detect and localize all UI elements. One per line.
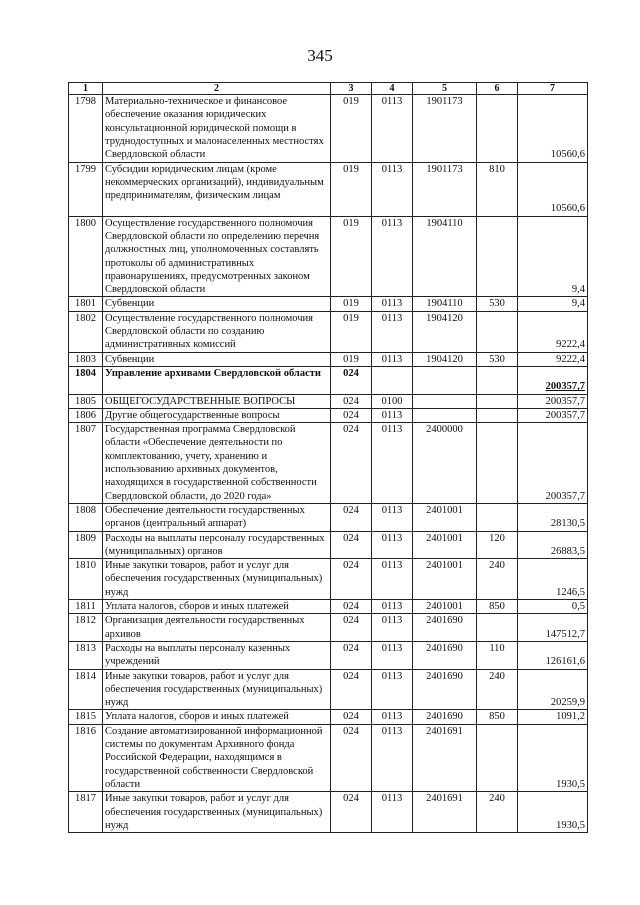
row-section-code: 0100 [372,394,413,408]
row-target-code: 1904120 [413,352,477,366]
row-name: Материально-техническое и финансовое обеспечение оказания юридических консультационной юридической помощи в труднодоступных и малонаселенных местностях Свердловской области [103,95,331,163]
row-name: Государственная программа Свердловской области «Обеспечение деятельности по комплектованию, учету, хранению и использованию архивных документов, находящихся в государственной собственности Свердловской области, до 2020 года» [103,423,331,504]
row-amount: 1246,5 [518,559,588,600]
row-expense-type [477,216,518,297]
row-expense-type: 240 [477,792,518,833]
row-name: Организация деятельности государственных архивов [103,614,331,642]
row-name: Расходы на выплаты персоналу казенных учреждений [103,641,331,669]
row-target-code: 2401001 [413,503,477,531]
row-name: Расходы на выплаты персоналу государственных (муниципальных) органов [103,531,331,559]
table-row [69,531,588,559]
row-target-code [413,408,477,422]
column-header: 7 [518,83,588,95]
row-section-code: 0113 [372,162,413,216]
column-header: 5 [413,83,477,95]
table-row [69,724,588,792]
table-row [69,408,588,422]
row-section-code: 0113 [372,423,413,504]
row-number: 1806 [69,408,103,422]
row-amount: 26883,5 [518,531,588,559]
table-row [69,311,588,352]
row-name: Осуществление государственного полномочия Свердловской области по созданию административных комиссий [103,311,331,352]
row-ministry-code: 024 [331,408,372,422]
row-name: Субсидии юридическим лицам (кроме некоммерческих организаций), индивидуальным предпринимателям, физическим лицам [103,162,331,216]
row-number: 1808 [69,503,103,531]
row-name: Создание автоматизированной информационной системы по документам Архивного фонда Российской Федерации, находящимся в государственной собственности Свердловской области [103,724,331,792]
column-header: 2 [103,83,331,95]
row-target-code [413,394,477,408]
row-expense-type: 850 [477,600,518,614]
row-amount: 1091,2 [518,710,588,724]
row-amount: 147512,7 [518,614,588,642]
row-ministry-code: 024 [331,641,372,669]
row-ministry-code: 024 [331,600,372,614]
row-section-code: 0113 [372,297,413,311]
row-ministry-code: 024 [331,531,372,559]
row-amount: 126161,6 [518,641,588,669]
row-expense-type [477,503,518,531]
row-ministry-code: 019 [331,95,372,163]
row-target-code: 2401690 [413,614,477,642]
table-row [69,600,588,614]
row-section-code: 0113 [372,710,413,724]
row-name: Уплата налогов, сборов и иных платежей [103,710,331,724]
row-name: Иные закупки товаров, работ и услуг для обеспечения государственных (муниципальных) нужд [103,669,331,710]
table-row [69,669,588,710]
row-amount: 9222,4 [518,352,588,366]
row-section-code: 0113 [372,792,413,833]
table-row [69,297,588,311]
row-number: 1798 [69,95,103,163]
column-header: 6 [477,83,518,95]
row-name: ОБЩЕГОСУДАРСТВЕННЫЕ ВОПРОСЫ [103,394,331,408]
row-expense-type: 530 [477,352,518,366]
row-target-code: 1901173 [413,162,477,216]
row-amount: 10560,6 [518,162,588,216]
table-row [69,641,588,669]
row-section-code: 0113 [372,503,413,531]
row-number: 1812 [69,614,103,642]
table-row [69,95,588,163]
table-row [69,792,588,833]
row-number: 1815 [69,710,103,724]
row-ministry-code: 024 [331,724,372,792]
row-expense-type [477,423,518,504]
row-expense-type: 110 [477,641,518,669]
row-number: 1800 [69,216,103,297]
row-ministry-code: 019 [331,311,372,352]
row-name: Другие общегосударственные вопросы [103,408,331,422]
row-name: Уплата налогов, сборов и иных платежей [103,600,331,614]
row-amount: 200357,7 [518,423,588,504]
row-ministry-code: 019 [331,297,372,311]
row-ministry-code: 024 [331,669,372,710]
row-section-code: 0113 [372,408,413,422]
row-number: 1802 [69,311,103,352]
row-expense-type: 530 [477,297,518,311]
row-ministry-code: 024 [331,559,372,600]
row-section-code: 0113 [372,600,413,614]
row-target-code: 2401690 [413,669,477,710]
budget-table [68,82,588,833]
row-ministry-code: 019 [331,352,372,366]
row-section-code: 0113 [372,641,413,669]
row-amount: 9,4 [518,216,588,297]
row-number: 1805 [69,394,103,408]
row-number: 1816 [69,724,103,792]
table-row [69,216,588,297]
row-amount: 200357,7 [518,394,588,408]
row-ministry-code: 024 [331,503,372,531]
row-target-code: 2401001 [413,531,477,559]
row-ministry-code: 024 [331,366,372,394]
row-amount: 20259,9 [518,669,588,710]
row-name: Субвенции [103,297,331,311]
row-target-code: 2401690 [413,710,477,724]
row-expense-type [477,724,518,792]
row-target-code: 2401001 [413,559,477,600]
row-section-code: 0113 [372,559,413,600]
row-expense-type: 240 [477,559,518,600]
row-number: 1799 [69,162,103,216]
row-target-code: 1904110 [413,216,477,297]
row-number: 1813 [69,641,103,669]
row-ministry-code: 024 [331,792,372,833]
row-amount: 1930,5 [518,792,588,833]
table-row [69,710,588,724]
row-number: 1801 [69,297,103,311]
row-section-code: 0113 [372,216,413,297]
table-header-row [69,83,588,95]
row-target-code [413,366,477,394]
row-section-code: 0113 [372,311,413,352]
row-number: 1814 [69,669,103,710]
row-amount: 9,4 [518,297,588,311]
column-header: 1 [69,83,103,95]
row-amount: 10560,6 [518,95,588,163]
row-section-code: 0113 [372,724,413,792]
table-row [69,423,588,504]
row-number: 1809 [69,531,103,559]
row-amount: 28130,5 [518,503,588,531]
row-number: 1810 [69,559,103,600]
table-row [69,559,588,600]
row-section-code: 0113 [372,95,413,163]
row-name: Иные закупки товаров, работ и услуг для обеспечения государственных (муниципальных) нужд [103,559,331,600]
table-row [69,614,588,642]
row-expense-type: 810 [477,162,518,216]
row-section-code: 0113 [372,614,413,642]
row-name: Управление архивами Свердловской области [103,366,331,394]
row-expense-type [477,394,518,408]
table-row [69,366,588,394]
row-target-code: 2401690 [413,641,477,669]
row-amount: 1930,5 [518,724,588,792]
row-section-code: 0113 [372,352,413,366]
row-amount: 0,5 [518,600,588,614]
table-row [69,352,588,366]
row-section-code: 0113 [372,531,413,559]
row-amount: 200357,7 [518,408,588,422]
row-number: 1811 [69,600,103,614]
row-expense-type [477,614,518,642]
row-number: 1803 [69,352,103,366]
row-ministry-code: 024 [331,423,372,504]
row-target-code: 1904110 [413,297,477,311]
row-expense-type [477,95,518,163]
row-number: 1807 [69,423,103,504]
row-name: Субвенции [103,352,331,366]
row-target-code: 2400000 [413,423,477,504]
row-name: Осуществление государственного полномочия Свердловской области по определению перечня должностных лиц, уполномоченных составлять протоколы об административных правонарушениях, предусмотренных законом Свердловской области [103,216,331,297]
row-target-code: 1901173 [413,95,477,163]
row-target-code: 2401691 [413,724,477,792]
row-number: 1817 [69,792,103,833]
row-expense-type: 120 [477,531,518,559]
row-ministry-code: 019 [331,216,372,297]
row-name: Иные закупки товаров, работ и услуг для обеспечения государственных (муниципальных) нужд [103,792,331,833]
row-section-code [372,366,413,394]
row-amount: 200357,7 [518,366,588,394]
table-row [69,503,588,531]
row-ministry-code: 024 [331,710,372,724]
page-number: 345 [307,46,333,65]
row-section-code: 0113 [372,669,413,710]
row-expense-type [477,408,518,422]
row-expense-type: 850 [477,710,518,724]
row-amount: 9222,4 [518,311,588,352]
row-expense-type: 240 [477,669,518,710]
row-target-code: 1904120 [413,311,477,352]
column-header: 3 [331,83,372,95]
row-number: 1804 [69,366,103,394]
row-ministry-code: 019 [331,162,372,216]
row-target-code: 2401001 [413,600,477,614]
row-ministry-code: 024 [331,394,372,408]
column-header: 4 [372,83,413,95]
row-name: Обеспечение деятельности государственных органов (центральный аппарат) [103,503,331,531]
table-row [69,394,588,408]
row-target-code: 2401691 [413,792,477,833]
table-row [69,162,588,216]
row-ministry-code: 024 [331,614,372,642]
row-expense-type [477,311,518,352]
row-expense-type [477,366,518,394]
